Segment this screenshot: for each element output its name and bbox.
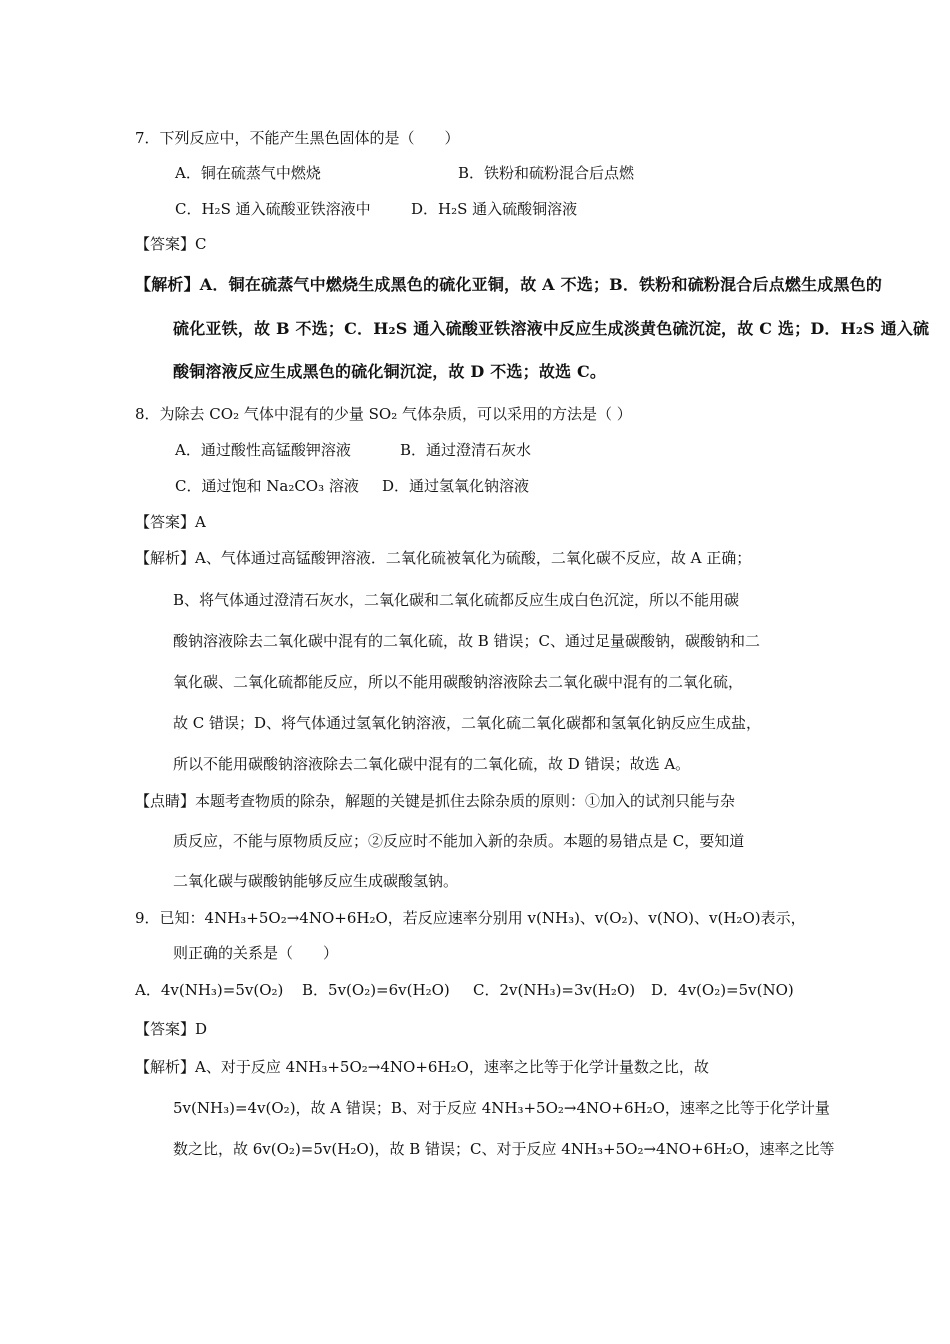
q7-option-c: C．H₂S 通入硫酸亚铁溶液中 xyxy=(175,200,371,218)
q7-answer: 【答案】C xyxy=(135,235,207,253)
q7-analysis-line: 硫化亚铁，故 B 不选；C．H₂S 通入硫酸亚铁溶液中反应生成淡黄色硫沉淀，故 C 选；D．H₂S 通入硫 xyxy=(173,319,930,338)
q7-option-d: D．H₂S 通入硫酸铜溶液 xyxy=(411,200,578,218)
q8-analysis-line: 氧化碳、二氧化硫都能反应，所以不能用碳酸钠溶液除去二氧化碳中混有的二氧化硫， xyxy=(173,673,744,691)
q8-option-a: A．通过酸性高锰酸钾溶液 xyxy=(175,441,351,459)
q7-analysis-line: 酸铜溶液反应生成黑色的硫化铜沉淀，故 D 不选；故选 C。 xyxy=(173,362,607,381)
q8-option-b: B．通过澄清石灰水 xyxy=(400,441,532,459)
q7-option-b: B．铁粉和硫粉混合后点燃 xyxy=(458,164,635,182)
q8-analysis-line: B、将气体通过澄清石灰水，二氧化碳和二氧化硫都反应生成白色沉淀，所以不能用碳 xyxy=(173,591,740,609)
q7-stem: 7．下列反应中，不能产生黑色固体的是（ ） xyxy=(135,129,460,147)
q8-analysis-line: 酸钠溶液除去二氧化碳中混有的二氧化硫，故 B 错误；C、通过足量碳酸钠，碳酸钠和二 xyxy=(173,632,761,650)
q8-comment-line: 【点睛】本题考查物质的除杂，解题的关键是抓住去除杂质的原则：①加入的试剂只能与杂 xyxy=(135,792,736,810)
q9-option-c: C．2v(NH₃)=3v(H₂O) xyxy=(473,981,636,999)
q8-option-c: C．通过饱和 Na₂CO₃ 溶液 xyxy=(175,477,359,495)
q8-option-d: D．通过氢氧化钠溶液 xyxy=(382,477,530,495)
q9-analysis-line: 数之比，故 6v(O₂)=5v(H₂O)，故 B 错误；C、对于反应 4NH₃+5O₂→4NO+6H₂O，速率之比等 xyxy=(173,1140,835,1158)
q9-option-b: B．5v(O₂)=6v(H₂O) xyxy=(302,981,450,999)
q9-analysis-line: 【解析】A、对于反应 4NH₃+5O₂→4NO+6H₂O，速率之比等于化学计量数之比，故 xyxy=(135,1058,709,1076)
q7-option-a: A．铜在硫蒸气中燃烧 xyxy=(175,164,321,182)
q8-analysis-line: 【解析】A、气体通过高锰酸钾溶液．二氧化硫被氧化为硫酸，二氧化碳不反应，故 A 正确； xyxy=(135,549,752,567)
q9-analysis-line: 5v(NH₃)=4v(O₂)，故 A 错误；B、对于反应 4NH₃+5O₂→4NO+6H₂O，速率之比等于化学计量 xyxy=(173,1099,830,1117)
q9-answer: 【答案】D xyxy=(135,1020,208,1038)
q8-analysis-line: 故 C 错误；D、将气体通过氢氧化钠溶液，二氧化硫二氧化碳都和氢氧化钠反应生成盐， xyxy=(173,714,762,732)
q8-stem: 8．为除去 CO₂ 气体中混有的少量 SO₂ 气体杂质，可以采用的方法是（ ） xyxy=(135,405,632,423)
q9-stem: 9．已知：4NH₃+5O₂→4NO+6H₂O，若反应速率分别用 v(NH₃)、v(O₂)、v(NO)、v(H₂O)表示， xyxy=(135,909,806,927)
q8-comment-line: 二氧化碳与碳酸钠能够反应生成碳酸氢钠。 xyxy=(173,872,459,890)
q8-answer: 【答案】A xyxy=(135,513,206,531)
q8-comment-line: 质反应，不能与原物质反应；②反应时不能加入新的杂质。本题的易错点是 C，要知道 xyxy=(173,832,745,850)
q9-option-d: D．4v(O₂)=5v(NO) xyxy=(651,981,794,999)
q9-stem-continued: 则正确的关系是（ ） xyxy=(173,944,339,962)
q8-analysis-line: 所以不能用碳酸钠溶液除去二氧化碳中混有的二氧化硫，故 D 错误；故选 A。 xyxy=(173,755,691,773)
q7-analysis-line: 【解析】A．铜在硫蒸气中燃烧生成黑色的硫化亚铜，故 A 不选；B．铁粉和硫粉混合后点燃生成黑色的 xyxy=(135,275,883,294)
q9-option-a: A．4v(NH₃)=5v(O₂) xyxy=(135,981,284,999)
